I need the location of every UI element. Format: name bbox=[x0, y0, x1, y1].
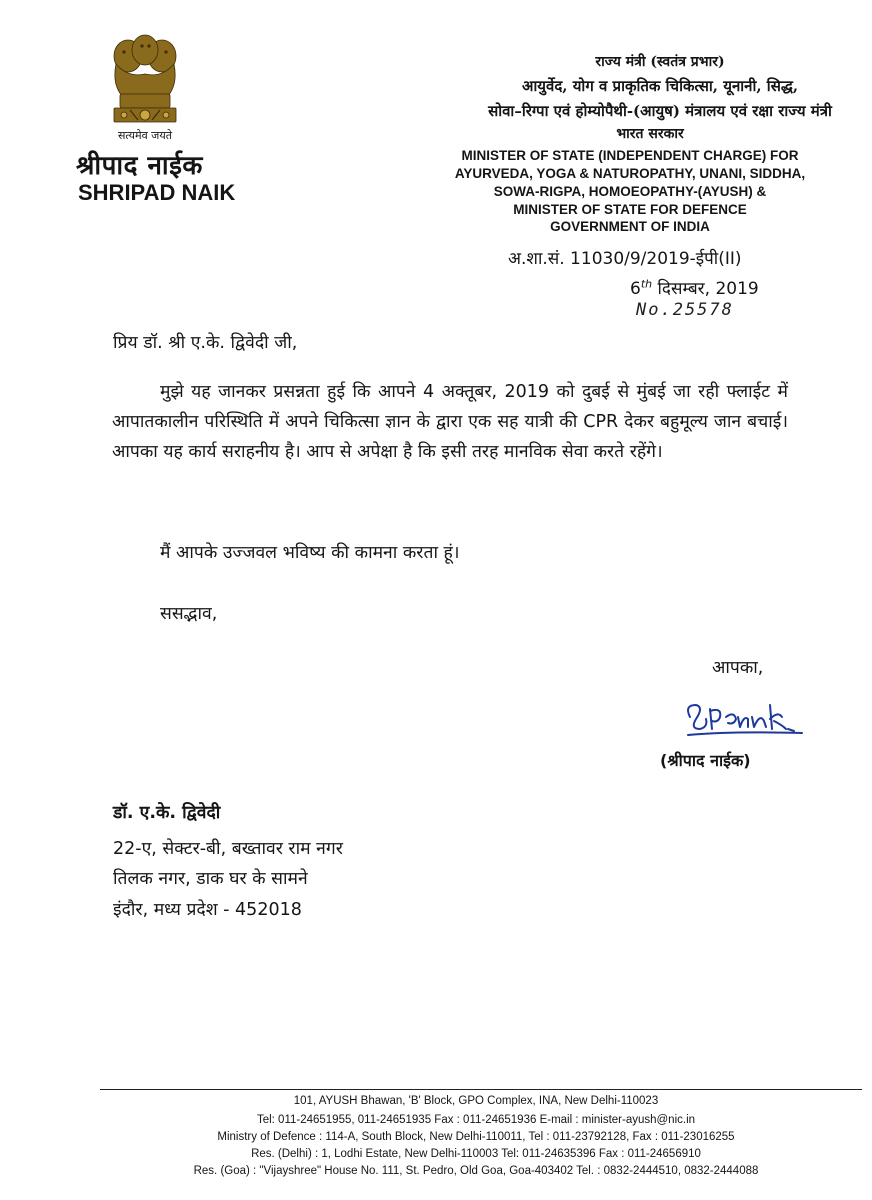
handwritten-signature bbox=[682, 695, 812, 745]
footer-line-1: 101, AYUSH Bhawan, 'B' Block, GPO Complex, INA, New Delhi-110023 bbox=[293, 1095, 659, 1107]
minister-name-hindi: श्रीपाद नाईक bbox=[76, 151, 203, 181]
title-english-line-3: SOWA-RIGPA, HOMOEOPATHY-(AYUSH) & bbox=[493, 184, 767, 199]
title-hindi-line-4: भारत सरकार bbox=[616, 126, 684, 142]
title-english-line-4: MINISTER OF STATE FOR DEFENCE bbox=[513, 202, 747, 217]
letter-body-paragraph: मुझे यह जानकर प्रसन्नता हुई कि आपने 4 अक्तूबर, 2019 को दुबई से मुंबई जा रही फ्लाईट में आपातकालीन परिस्थिति में अपने चिकित्सा ज्ञान के द्वारा एक सह यात्री की CPR देकर बहुमूल्य जान बचाई। आपका यह कार्य सराहनीय है। आप से अपेक्षा है कि इसी तरह मानविक सेवा करते रहेंगे। bbox=[112, 382, 788, 462]
signer-name: (श्रीपाद नाईक) bbox=[660, 751, 751, 770]
addressee-line-2: तिलक नगर, डाक घर के सामने bbox=[113, 869, 308, 889]
title-english-line-5: GOVERNMENT OF INDIA bbox=[550, 219, 710, 234]
addressee-line-3: इंदौर, मध्य प्रदेश - 452018 bbox=[113, 900, 302, 920]
footer-divider bbox=[100, 1089, 862, 1090]
footer-line-2: Tel: 011-24651955, 011-24651935 Fax : 011-24651936 E-mail : minister-ayush@nic.in bbox=[256, 1114, 696, 1126]
letter-date bbox=[630, 276, 759, 299]
closing-regards: ससद्भाव, bbox=[160, 604, 218, 624]
title-english-line-2: AYURVEDA, YOGA & NATUROPATHY, UNANI, SIDDHA, bbox=[454, 166, 806, 181]
title-hindi-line-1: राज्य मंत्री (स्वतंत्र प्रभार) bbox=[595, 54, 725, 70]
date-month-year: दिसम्बर, 2019 bbox=[652, 279, 759, 299]
title-english-line-1: MINISTER OF STATE (INDEPENDENT CHARGE) FOR bbox=[461, 148, 799, 163]
reference-number: अ.शा.सं. 11030/9/2019-ईपी(II) bbox=[508, 249, 742, 269]
salutation: प्रिय डॉ. श्री ए.के. द्विवेदी जी, bbox=[113, 333, 298, 353]
date-day: 6 bbox=[630, 279, 641, 299]
date-ordinal-suffix: th bbox=[640, 277, 653, 291]
title-hindi-line-2: आयुर्वेद, योग व प्राकृतिक चिकित्सा, यूनानी, सिद्ध, bbox=[521, 77, 799, 95]
emblem-motto: सत्यमेव जयते bbox=[117, 129, 172, 142]
minister-name-english: SHRIPAD NAIK bbox=[78, 180, 236, 205]
footer-line-5: Res. (Goa) : "Vijayshree" House No. 111, St. Pedro, Old Goa, Goa-403402 Tel. : 0832-2444510, 0832-2444088 bbox=[193, 1165, 759, 1177]
footer-line-4: Res. (Delhi) : 1, Lodhi Estate, New Delhi-110003 Tel: 011-24635396 Fax : 011-24656910 bbox=[251, 1148, 701, 1160]
addressee-line-1: 22-ए, सेक्टर-बी, बख्तावर राम नगर bbox=[113, 839, 343, 859]
footer-line-3: Ministry of Defence : 114-A, South Block, New Delhi-110011, Tel : 011-23792128, Fax : 011-23016255 bbox=[217, 1131, 735, 1143]
handwritten-register-number: No.25578 bbox=[636, 300, 734, 320]
letter-wish-line: मैं आपके उज्जवल भविष्य की कामना करता हूं। bbox=[160, 543, 460, 563]
title-hindi-line-3: सोवा–रिग्पा एवं होम्योपैथी-(आयुष) मंत्रालय एवं रक्षा राज्य मंत्री bbox=[488, 102, 832, 120]
yours-line: आपका, bbox=[712, 658, 764, 678]
addressee-name: डॉ. ए.के. द्विवेदी bbox=[113, 803, 221, 823]
